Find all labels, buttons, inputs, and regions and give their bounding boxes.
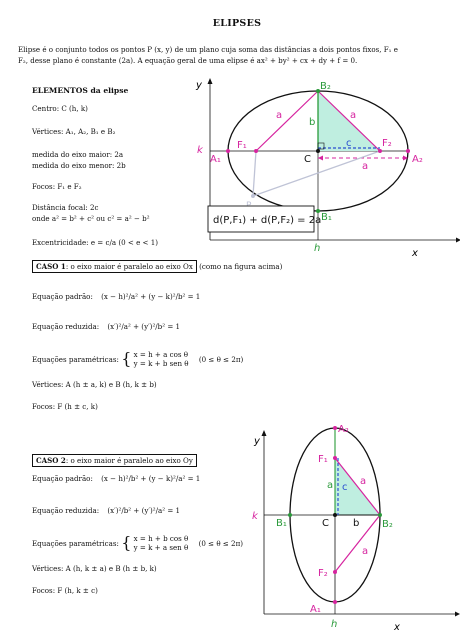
point-F1 [254, 149, 258, 153]
case1-par-eq1: x = h + a cos θ [133, 350, 189, 359]
label-a-right: a [350, 110, 357, 121]
intro-paragraph [18, 44, 458, 66]
focal-distance-text: Distância focal: 2c [32, 203, 99, 212]
relation-text: onde a² = b² + c² ou c² = a² − b² [32, 214, 150, 223]
case1-standard-label: Equação padrão: [32, 292, 93, 301]
case2-standard [32, 474, 200, 483]
case2-reduced [32, 506, 180, 515]
label-F2: F₂ [382, 138, 392, 149]
label-A2: A₂ [338, 424, 349, 435]
h-label: h [331, 619, 338, 630]
y-axis-arrow [208, 78, 213, 84]
case2-foci: Focos: F (h, k ± c) [32, 586, 98, 595]
case1-parametric [32, 350, 243, 368]
eccentricity-text [32, 238, 158, 247]
case2-par-range: (0 ≤ θ ≤ 2π) [198, 538, 243, 548]
center-text: Centro: C (h, k) [32, 104, 88, 113]
point-C [333, 513, 337, 517]
label-A1: A₁ [310, 604, 321, 615]
label-c: c [342, 482, 348, 493]
case2-parametric-label: Equações paramétricas: [32, 538, 119, 548]
label-b: b [353, 518, 360, 529]
x-axis-arrow [456, 238, 460, 243]
case1-note: (como na figura acima) [199, 262, 283, 271]
point-P [251, 194, 255, 198]
point-B1 [288, 513, 292, 517]
label-c: c [346, 138, 352, 149]
case1-parametric-eqs [134, 350, 189, 368]
case1-tag: CASO 1 [36, 262, 66, 271]
major-axis-text: medida do eixo maior: 2a [32, 150, 124, 159]
intro-line-1: Elipse é o conjunto todos os pontos P (x, y) de um plano cuja soma das distâncias a dois pontos fixos, F₁ e [18, 45, 398, 54]
case1-standard [32, 292, 200, 301]
label-a-vertical: a [327, 480, 334, 491]
label-F2: F₂ [318, 568, 328, 579]
minor-axis-text: medida do eixo menor: 2b [32, 161, 126, 170]
case1-box [32, 260, 197, 273]
label-F1: F₁ [237, 140, 247, 151]
eccentricity-value: e = c/a (0 < e < 1) [90, 238, 159, 247]
case1-parametric-label: Equações paramétricas: [32, 354, 119, 364]
case2-heading [32, 456, 197, 465]
case2-reduced-eq: (x′)²/b² + (y′)²/a² = 1 [107, 506, 181, 515]
page-title: ELIPSES [212, 18, 262, 29]
label-a-upper: a [360, 476, 367, 487]
case2-standard-eq: (x − h)²/b² + (y − k)²/a² = 1 [101, 474, 201, 483]
arrow-left [318, 156, 323, 161]
intro-line-2: F₂, desse plano é constante (2a). A equação geral de uma elipse é ax² + by² + cx + dy + f = 0. [18, 56, 358, 65]
case2-par-eq2: y = k + a sen θ [133, 543, 189, 552]
label-B1: B₁ [276, 518, 287, 529]
label-b: b [309, 117, 316, 128]
foci-text: Focos: F₁ e F₂ [32, 182, 82, 191]
point-B2 [378, 513, 382, 517]
point-B1 [316, 209, 320, 213]
label-A2: A₂ [412, 154, 423, 165]
case2-box [32, 454, 197, 467]
case1-reduced [32, 322, 180, 331]
figure-horizontal-ellipse [190, 72, 460, 272]
point-F1 [333, 456, 337, 460]
label-B1: B₁ [321, 212, 332, 223]
x-axis-label: x [412, 248, 418, 259]
segment-P-F1 [253, 151, 256, 196]
case1-vertices: Vértices: A (h ± a, k) e B (h, k ± b) [32, 380, 157, 389]
segment-P-F2 [253, 151, 380, 196]
case2-standard-label: Equação padrão: [32, 474, 93, 483]
case1-par-range: (0 ≤ θ ≤ 2π) [198, 354, 244, 364]
case2-parametric-eqs [134, 534, 189, 552]
point-A1 [333, 600, 337, 604]
point-A1 [226, 149, 230, 153]
label-C: C [322, 518, 329, 529]
label-a-bottom: a [362, 161, 369, 172]
brace-icon: { [121, 349, 132, 368]
vertices-text: Vértices: A₁, A₂, B₁ e B₂ [32, 127, 116, 136]
brace-icon: { [121, 533, 132, 552]
eccentricity-label: Excentricidade: [32, 238, 89, 247]
x-axis-arrow [455, 612, 460, 617]
label-C: C [304, 154, 311, 165]
k-label: k [197, 145, 203, 156]
case2-reduced-label: Equação reduzida: [32, 506, 100, 515]
label-A1: A₁ [210, 154, 221, 165]
y-axis-arrow [262, 430, 267, 436]
case1-heading [32, 262, 282, 271]
h-label: h [314, 243, 321, 254]
point-F2 [333, 570, 337, 574]
case2-parametric [32, 534, 243, 552]
figure-vertical-ellipse [250, 420, 462, 630]
x-axis-label: x [394, 622, 400, 630]
point-A2 [333, 426, 337, 430]
label-a-lower: a [362, 546, 369, 557]
case1-standard-eq: (x − h)²/a² + (y − k)²/b² = 1 [101, 292, 201, 301]
case1-foci: Focos: F (h ± c, k) [32, 402, 98, 411]
case1-reduced-label: Equação reduzida: [32, 322, 100, 331]
case2-vertices: Vértices: A (h, k ± a) e B (h ± b, k) [32, 564, 157, 573]
label-B2: B₂ [382, 519, 393, 530]
k-label: k [252, 511, 258, 522]
case2-par-eq1: x = h + b cos θ [133, 534, 189, 543]
y-axis-label: y [196, 80, 202, 91]
label-F1: F₁ [318, 454, 328, 465]
case1-par-eq2: y = k + b sen θ [133, 359, 189, 368]
case2-desc: : o eixo maior é paralelo ao eixo Oy [65, 456, 193, 465]
elements-heading: ELEMENTOS da elipse [32, 86, 129, 95]
point-A2 [406, 149, 410, 153]
label-a-left: a [276, 110, 283, 121]
label-B2: B₂ [320, 81, 331, 92]
point-F2 [378, 149, 382, 153]
case2-tag: CASO 2 [36, 456, 66, 465]
case1-reduced-eq: (x′)²/a² + (y′)²/b² = 1 [107, 322, 181, 331]
formula-text: d(P,F₁) + d(P,F₂) = 2a [213, 215, 322, 226]
case1-desc: : o eixo maior é paralelo ao eixo Ox [65, 262, 193, 271]
point-C [316, 149, 320, 153]
y-axis-label: y [254, 436, 260, 447]
